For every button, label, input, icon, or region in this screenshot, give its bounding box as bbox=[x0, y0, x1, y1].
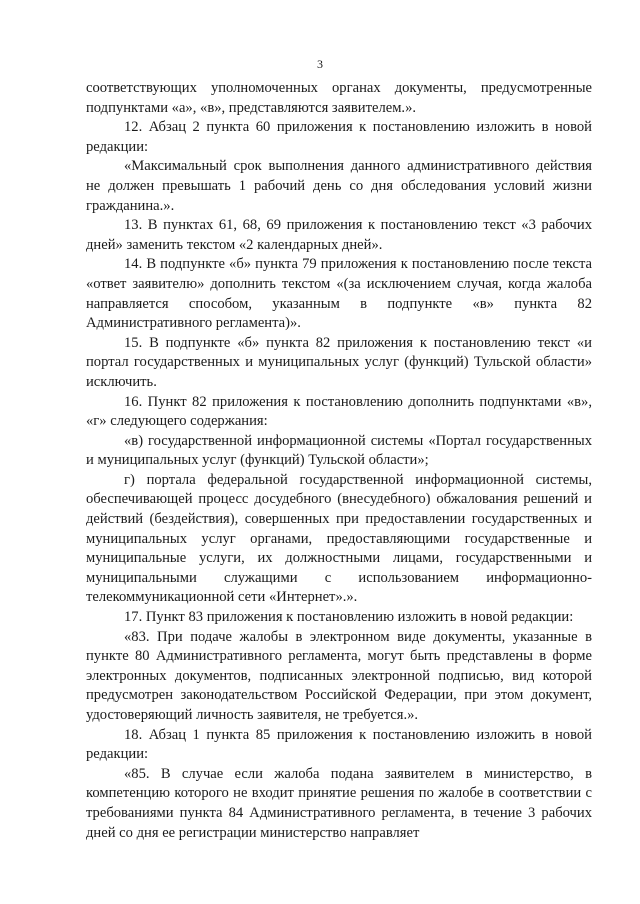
paragraph-quote-85: «85. В случае если жалоба подана заявителем в министерство, в компетенцию которого не входит принятие решения по жалобе в соответствии с требованиями пункта 84 Административного регламента, в течение 3 рабочих дней со дня ее регистрации министерство направляет bbox=[86, 765, 592, 841]
document-body bbox=[86, 79, 592, 843]
paragraph-item-18: 18. Абзац 1 пункта 85 приложения к постановлению изложить в новой редакции: bbox=[86, 726, 592, 763]
paragraph-item-12: 12. Абзац 2 пункта 60 приложения к постановлению изложить в новой редакции: bbox=[86, 119, 592, 155]
page-number: 3 bbox=[317, 57, 323, 71]
paragraph-item-13: 13. В пунктах 61, 68, 69 приложения к постановлению текст «3 рабочих дней» заменить текстом «2 календарных дней». bbox=[86, 217, 592, 253]
paragraph-item-17: 17. Пункт 83 приложения к постановлению изложить в новой редакции: bbox=[124, 609, 574, 626]
paragraph-subitem-g: г) портала федеральной государственной информационной системы, обеспечивающей процесс досудебного (внесудебного) обжалования решений и действий (бездействия), совершенных при предоставлении государственных и муниципальных услуг органами, предоставляющими государственные и муниципальные услуги, их должностными лицами, государственными и муниципальными служащими с использованием информационно-телекоммуникационной сети «Интернет».». bbox=[86, 471, 592, 606]
paragraph-quote-83: «83. При подаче жалобы в электронном виде документы, указанные в пункте 80 Административного регламента, могут быть представлены в форме электронных документов, подписанных электронной подписью, вид которой предусмотрен законодательством Российской Федерации, при этом документ, удостоверяющий личность заявителя, не требуется.». bbox=[86, 628, 592, 723]
paragraph-item-16: 16. Пункт 82 приложения к постановлению дополнить подпунктами «в», «г» следующего содержания: bbox=[86, 393, 592, 430]
paragraph-quote-60: «Максимальный срок выполнения данного административного действия не должен превышать 1 рабочий день со дня обследования условий жизни гражданина.». bbox=[86, 158, 592, 214]
paragraph-item-15: 15. В подпункте «б» пункта 82 приложения к постановлению текст «и портал государственных и муниципальных услуг (функций) Тульской области» исключить. bbox=[86, 334, 592, 390]
paragraph-continuation: соответствующих уполномоченных органах документы, предусмотренные подпунктами «а», «в», представляются заявителем.». bbox=[86, 80, 592, 116]
paragraph-item-14: 14. В подпункте «б» пункта 79 приложения к постановлению после текста «ответ заявителю» дополнить текстом «(за исключением случая, когда жалоба направляется способом, указанным в подпункте «в» пункта 82 Административного регламента)». bbox=[86, 256, 592, 332]
paragraph-subitem-v: «в) государственной информационной системы «Портал государственных и муниципальных услуг (функций) Тульской области»; bbox=[86, 432, 592, 469]
